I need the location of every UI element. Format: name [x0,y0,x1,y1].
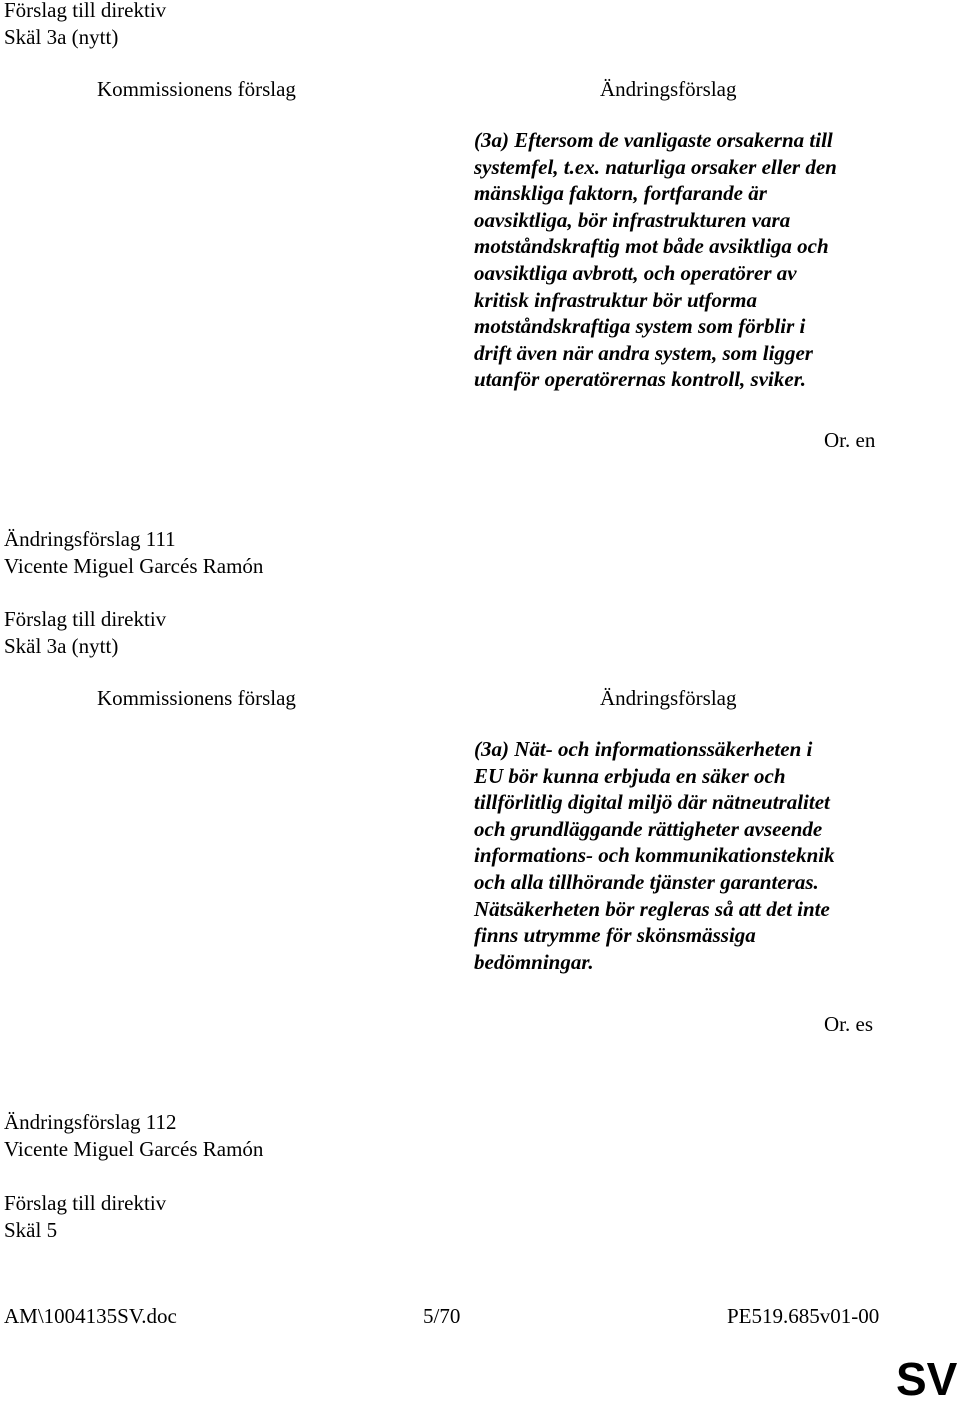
column-header-amendment: Ändringsförslag [600,77,737,101]
amendment-number: Ändringsförslag 112 [4,1110,177,1134]
amendment-text [474,736,835,975]
column-header-commission: Kommissionens förslag [97,686,296,710]
directive-heading: Förslag till direktiv [4,607,167,631]
text-line: kritisk infrastruktur bör utforma [474,287,758,312]
text-line: bedömningar. [474,949,594,974]
directive-heading: Förslag till direktiv [4,0,167,22]
author-name: Vicente Miguel Garcés Ramón [4,554,264,578]
directive-heading: Förslag till direktiv [4,1191,167,1215]
text-line: motståndskraftig mot både avsiktliga och [474,234,829,259]
footer-pe-ref: PE519.685v01-00 [727,1304,880,1328]
column-header-amendment: Ändringsförslag [600,686,737,710]
text-line: (3a) Eftersom de vanligaste orsakerna till [474,128,833,152]
text-line: (3a) Nät- och informationssäkerheten i [474,737,813,761]
footer-language-code: SV [896,1353,958,1405]
footer-doc-ref: AM\1004135SV.doc [4,1304,177,1328]
text-line: drift även när andra system, som ligger [474,340,813,365]
original-language: Or. en [824,428,876,452]
recital-heading: Skäl 5 [4,1218,58,1242]
text-line: informations- och kommunikationsteknik [474,843,835,868]
text-line: systemfel, t.ex. naturliga orsaker eller den [474,154,837,179]
footer-page-number: 5/70 [423,1304,461,1328]
recital-heading: Skäl 3a (nytt) [4,25,119,49]
recital-heading: Skäl 3a (nytt) [4,634,119,658]
text-line: och grundläggande rättigheter avseende [474,816,823,841]
text-line: mänskliga faktorn, fortfarande är [474,181,767,206]
amendment-number: Ändringsförslag 111 [4,527,176,551]
text-line: oavsiktliga, bör infrastrukturen vara [474,207,791,232]
column-header-commission: Kommissionens förslag [97,77,296,101]
original-language: Or. es [824,1012,873,1036]
text-line: motståndskraftiga system som förblir i [474,314,806,339]
amendment-text [474,127,837,393]
text-line: tillförlitlig digital miljö där nätneutralitet [474,790,830,815]
text-line: utanför operatörernas kontroll, sviker. [474,367,806,392]
text-line: EU bör kunna erbjuda en säker och [474,763,786,788]
author-name: Vicente Miguel Garcés Ramón [4,1137,264,1161]
text-line: och alla tillhörande tjänster garanteras. [474,869,819,894]
text-line: Nätsäkerheten bör regleras så att det inte [474,896,830,921]
text-line: finns utrymme för skönsmässiga [474,923,756,948]
text-line: oavsiktliga avbrott, och operatörer av [474,260,797,285]
